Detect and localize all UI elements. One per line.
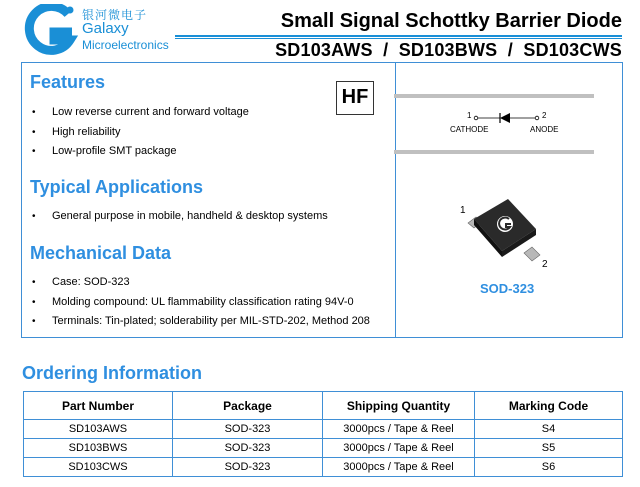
logo-chinese-name: 银河微电子	[82, 8, 148, 22]
diagram-rule-top	[394, 94, 594, 98]
cathode-label: CATHODE	[450, 125, 489, 134]
column-header: Marking Code	[475, 392, 623, 420]
table-header-row	[24, 392, 623, 420]
list-item: • High reliability	[32, 123, 249, 143]
table-cell: SOD-323	[173, 420, 323, 439]
table-cell: SD103AWS	[24, 420, 173, 439]
logo-brand-name: Galaxy	[82, 20, 129, 37]
applications-heading: Typical Applications	[30, 177, 204, 197]
table-cell: 3000pcs / Tape & Reel	[323, 439, 475, 458]
table-row	[24, 458, 623, 477]
table-cell: 3000pcs / Tape & Reel	[323, 458, 475, 477]
column-header: Part Number	[24, 392, 173, 420]
column-header: Shipping Quantity	[323, 392, 475, 420]
column-header: Package	[173, 392, 323, 420]
mechanical-list	[32, 273, 370, 332]
logo-subtitle: Microelectronics	[82, 38, 169, 52]
table-cell: S4	[475, 420, 623, 439]
package-pin1-label: 1	[460, 205, 466, 216]
panel-divider	[395, 63, 396, 337]
table-cell: SOD-323	[173, 458, 323, 477]
list-item: • General purpose in mobile, handheld & desktop systems	[32, 207, 328, 227]
anode-label: ANODE	[530, 125, 559, 134]
header-rule	[175, 35, 622, 39]
features-list	[32, 103, 249, 162]
applications-list	[32, 207, 328, 227]
table-cell: S5	[475, 439, 623, 458]
halogen-free-badge: HF	[336, 81, 374, 115]
table-cell: 3000pcs / Tape & Reel	[323, 420, 475, 439]
mechanical-heading: Mechanical Data	[30, 243, 172, 263]
ordering-table	[23, 391, 623, 477]
list-item: • Low-profile SMT package	[32, 142, 249, 162]
features-heading: Features	[30, 72, 106, 92]
ordering-heading: Ordering Information	[22, 363, 202, 383]
diode-symbol-icon	[440, 108, 570, 138]
diagram-rule-bottom	[394, 150, 594, 154]
sod323-package-icon	[450, 195, 560, 275]
galaxy-logo-icon	[20, 4, 80, 56]
list-item: • Terminals: Tin-plated; solderability per MIL-STD-202, Method 208	[32, 312, 370, 332]
document-title: Small Signal Schottky Barrier Diode	[280, 10, 622, 32]
table-cell: S6	[475, 458, 623, 477]
list-item: • Molding compound: UL flammability classification rating 94V-0	[32, 293, 370, 313]
table-row	[24, 420, 623, 439]
table-row	[24, 439, 623, 458]
package-name: SOD-323	[480, 281, 535, 296]
pin1-label: 1	[467, 111, 472, 120]
list-item: • Case: SOD-323	[32, 273, 370, 293]
list-item: • Low reverse current and forward voltage	[32, 103, 249, 123]
table-cell: SD103CWS	[24, 458, 173, 477]
package-pin2-label: 2	[542, 259, 548, 270]
table-cell: SD103BWS	[24, 439, 173, 458]
part-numbers: SD103AWS / SD103BWS / SD103CWS	[275, 40, 622, 60]
pin2-label: 2	[542, 111, 547, 120]
table-cell: SOD-323	[173, 439, 323, 458]
